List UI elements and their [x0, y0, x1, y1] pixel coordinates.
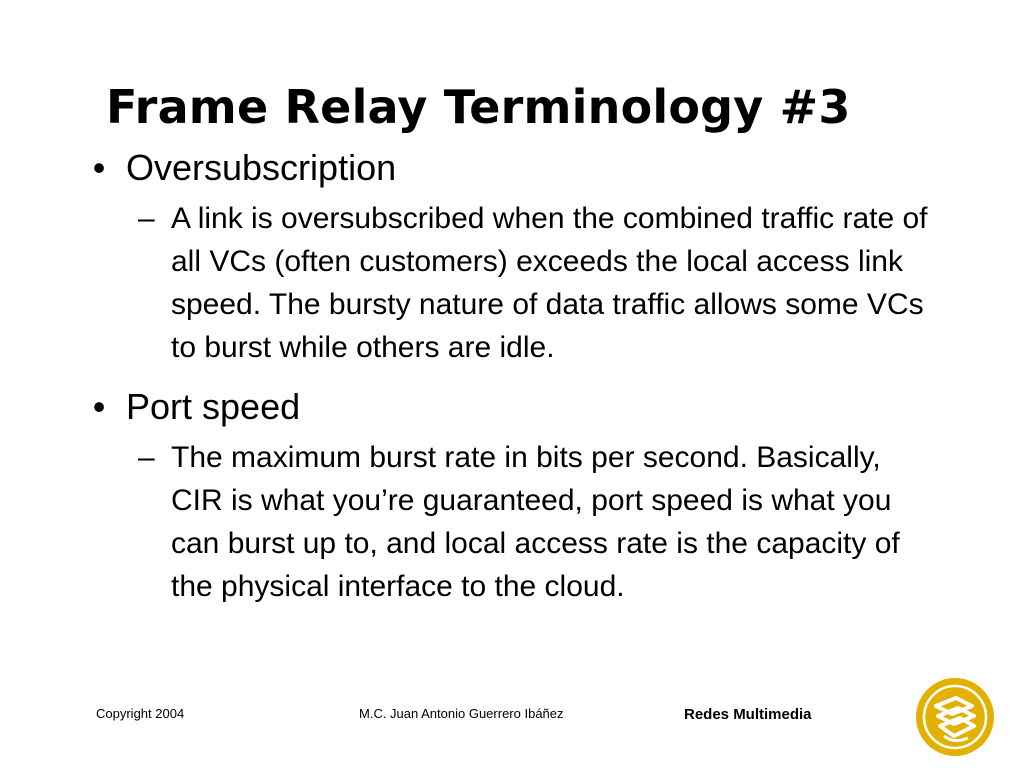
bullet-heading: Oversubscription	[126, 147, 397, 188]
sub-bullet-text: A link is oversubscribed when the combined traffic rate of all VCs (often customers) exceeds the local access link speed. The bursty nature of data traffic allows some VCs to burst while others are idle.	[171, 202, 928, 364]
bullet-port-speed	[84, 385, 964, 429]
bullet-oversubscription	[84, 146, 964, 190]
footer-course: Redes Multimedia	[684, 706, 812, 723]
sub-bullet-text: The maximum burst rate in bits per second. Basically, CIR is what you’re guaranteed, port speed is what you can burst up to, and local access rate is the capacity of the physical interface to the cloud.	[171, 441, 900, 603]
bullet-glyph: •	[92, 386, 106, 427]
footer-copyright: Copyright 2004	[96, 706, 185, 721]
university-seal-icon	[914, 676, 996, 758]
slide-title: Frame Relay Terminology #3	[106, 80, 851, 134]
sub-bullet-glyph: –	[138, 202, 155, 235]
sub-bullet-oversubscription	[84, 197, 931, 369]
slide-content	[84, 146, 964, 608]
bullet-heading: Port speed	[126, 386, 301, 427]
footer-author: M.C. Juan Antonio Guerrero Ibáñez	[359, 706, 564, 721]
sub-bullet-port-speed	[84, 436, 931, 608]
sub-bullet-glyph: –	[138, 441, 155, 474]
bullet-glyph: •	[92, 147, 106, 188]
